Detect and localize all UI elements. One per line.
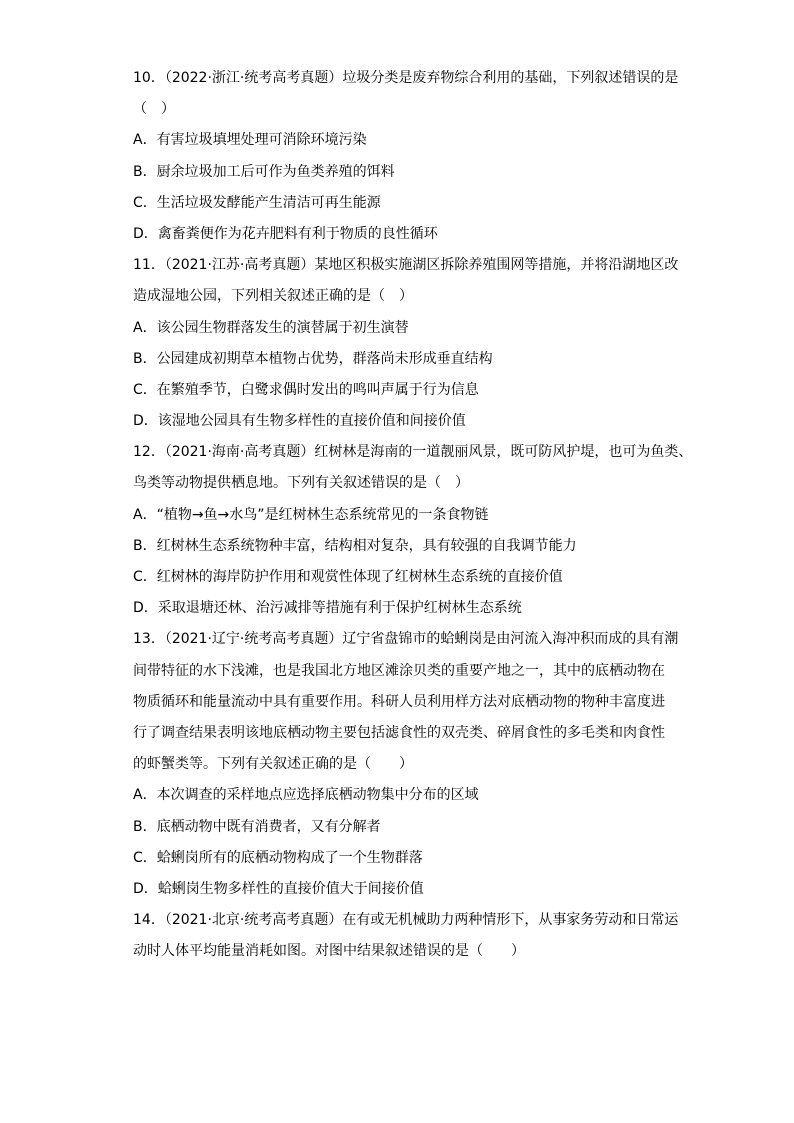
question-stem-line: （ ）: [133, 101, 175, 118]
question-14: [133, 905, 679, 967]
question-stem-line: 的虾蟹类等。下列有关叙述正确的是（ ）: [133, 756, 413, 773]
option-d: D．禽畜粪便作为花卉肥料有利于物质的良性循环: [133, 225, 438, 242]
option-b: B．公园建成初期草本植物占优势，群落尚未形成垂直结构: [133, 350, 493, 367]
option-a: A．“植物→鱼→水鸟”是红树林生态系统常见的一条食物链: [133, 506, 489, 523]
question-stem-line: 10．（2022·浙江·统考高考真题）垃圾分类是废弃物综合利用的基础，下列叙述错误的是: [133, 70, 679, 86]
option-d: D．蛤蜊岗生物多样性的直接价值大于间接价值: [133, 880, 424, 897]
question-stem-line: 物质循环和能量流动中具有重要作用。科研人员利用样方法对底栖动物的物种丰富度进: [133, 693, 665, 710]
question-12: [133, 437, 693, 624]
option-c: C．在繁殖季节，白鹭求偶时发出的鸣叫声属于行为信息: [133, 381, 479, 398]
question-stem-line: 造成湿地公园，下列相关叙述正确的是（ ）: [133, 288, 413, 305]
option-a: A．有害垃圾填埋处理可消除环境污染: [133, 132, 367, 149]
question-list: [133, 63, 693, 967]
option-b: B．红树林生态系统物种丰富，结构相对复杂，具有较强的自我调节能力: [133, 537, 577, 554]
question-stem-line: 间带特征的水下浅滩，也是我国北方地区滩涂贝类的重要产地之一，其中的底栖动物在: [133, 662, 665, 679]
option-c: C．红树林的海岸防护作用和观赏性体现了红树林生态系统的直接价值: [133, 569, 563, 585]
question-10: [133, 63, 679, 250]
question-11: [133, 250, 679, 437]
question-stem-line: 13．（2021·辽宁·统考高考真题）辽宁省盘锦市的蛤蜊岗是由河流入海冲积而成的具有潮: [133, 631, 679, 648]
option-c: C．蛤蜊岗所有的底栖动物构成了一个生物群落: [133, 849, 423, 866]
question-stem-line: 动时人体平均能量消耗如图。对图中结果叙述错误的是（ ）: [133, 943, 525, 960]
option-a: A．该公园生物群落发生的演替属于初生演替: [133, 319, 409, 336]
question-stem-line: 11．（2021·江苏·高考真题）某地区积极实施湖区拆除养殖围网等措施，并将沿湖地区改: [133, 257, 679, 274]
question-13: [133, 624, 679, 905]
option-c: C．生活垃圾发酵能产生清洁可再生能源: [133, 194, 381, 211]
question-stem-line: 14．（2021·北京·统考高考真题）在有或无机械助力两种情形下，从事家务劳动和日常运: [133, 912, 679, 929]
question-stem-line: 12．（2021·海南·高考真题）红树林是海南的一道靓丽风景，既可防风护堤，也可为鱼类、: [133, 444, 693, 461]
option-a: A．本次调查的采样地点应选择底栖动物集中分布的区域: [133, 787, 479, 804]
option-d: D．该湿地公园具有生物多样性的直接价值和间接价值: [133, 413, 466, 430]
question-stem-line: 行了调查结果表明该地底栖动物主要包括滤食性的双壳类、碎屑食性的多毛类和肉食性: [133, 724, 665, 741]
option-b: B．厨余垃圾加工后可作为鱼类养殖的饵料: [133, 163, 395, 180]
question-stem-line: 鸟类等动物提供栖息地。下列有关叙述错误的是（ ）: [133, 475, 469, 492]
option-b: B．底栖动物中既有消费者，又有分解者: [133, 818, 381, 835]
option-d: D．采取退塘还林、治污减排等措施有利于保护红树林生态系统: [133, 600, 522, 617]
